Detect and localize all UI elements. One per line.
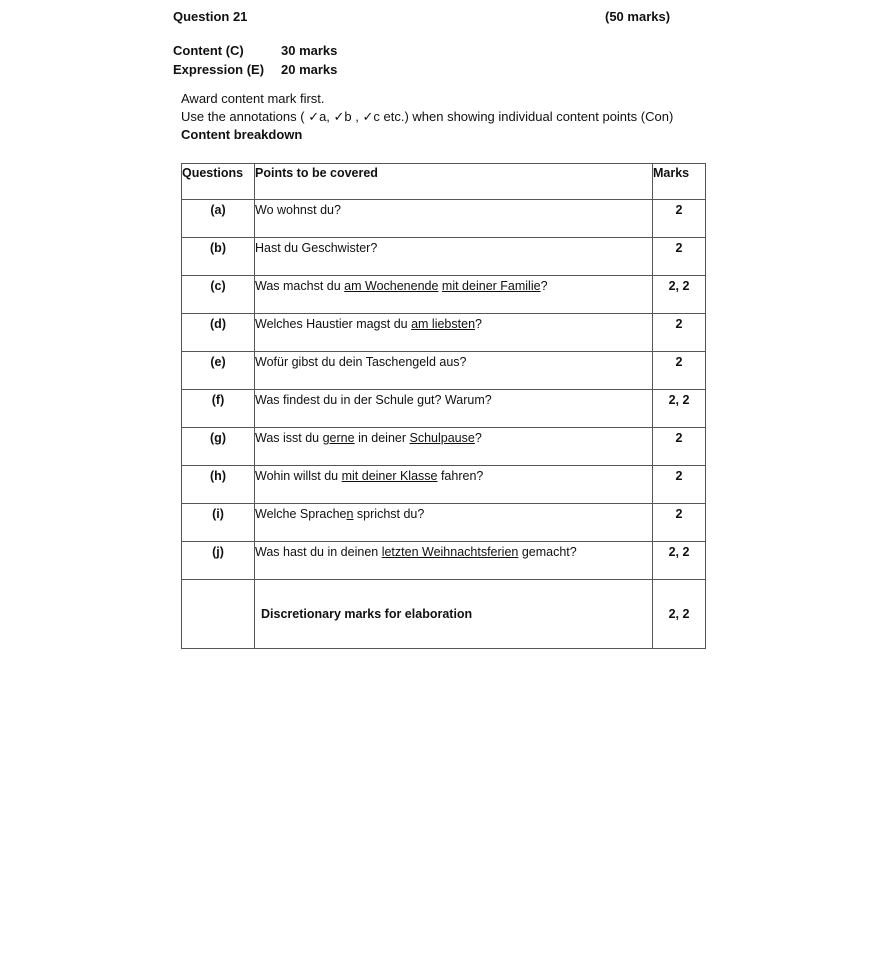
point-text: Was findest du in der Schule gut? Warum? <box>255 393 492 407</box>
point-to-cover <box>255 504 653 542</box>
question-id: (h) <box>182 466 255 504</box>
question-id: (e) <box>182 352 255 390</box>
marks-value: 2 <box>653 200 706 238</box>
table-row <box>182 238 706 276</box>
point-text: Was hast du in deinen <box>255 545 382 559</box>
question-id: (f) <box>182 390 255 428</box>
point-text: in deiner <box>354 431 410 445</box>
point-text: Welche Sprache <box>255 507 347 521</box>
marks-value: 2 <box>653 428 706 466</box>
point-to-cover <box>255 238 653 276</box>
expression-marks: 20 marks <box>281 62 338 77</box>
question-id: (i) <box>182 504 255 542</box>
discretionary-label: Discretionary marks for elaboration <box>255 580 653 649</box>
point-text: Wofür gibst du dein Taschengeld aus? <box>255 355 467 369</box>
marks-value: 2, 2 <box>653 542 706 580</box>
table-row <box>182 390 706 428</box>
content-breakdown-heading: Content breakdown <box>181 127 303 142</box>
table-row <box>182 428 706 466</box>
discretionary-marks: 2, 2 <box>653 580 706 649</box>
point-to-cover <box>255 200 653 238</box>
table-header-row <box>182 164 706 200</box>
question-id: (d) <box>182 314 255 352</box>
marks-value: 2, 2 <box>653 276 706 314</box>
instruction-annotations: Use the annotations ( ✓a, ✓b , ✓c etc.) when showing individual content points (Con) <box>181 109 674 124</box>
underlined-phrase: gerne <box>322 431 355 445</box>
discretionary-row <box>182 580 706 649</box>
content-breakdown-table <box>181 163 706 649</box>
table-row <box>182 314 706 352</box>
table-row <box>182 352 706 390</box>
marks-value: 2, 2 <box>653 390 706 428</box>
question-id: (c) <box>182 276 255 314</box>
point-text: Wo wohnst du? <box>255 203 341 217</box>
point-text: ? <box>474 431 482 445</box>
discretionary-question-cell <box>182 580 255 649</box>
point-to-cover <box>255 352 653 390</box>
question-id: (g) <box>182 428 255 466</box>
marks-value: 2 <box>653 314 706 352</box>
content-marks: 30 marks <box>281 43 338 58</box>
table-row <box>182 466 706 504</box>
underlined-phrase: am Wochenende <box>344 279 439 293</box>
point-text: Was isst du <box>255 431 323 445</box>
underlined-phrase: mit deiner Klasse <box>341 469 438 483</box>
content-label: Content (C) <box>173 43 244 58</box>
point-to-cover <box>255 276 653 314</box>
point-text: fahren? <box>437 469 484 483</box>
underlined-phrase: Schulpause <box>409 431 475 445</box>
underlined-phrase: letzten Weihnachtsferien <box>381 545 519 559</box>
marks-value: 2 <box>653 352 706 390</box>
question-id: (a) <box>182 200 255 238</box>
table-row <box>182 200 706 238</box>
table-row <box>182 542 706 580</box>
point-text: ? <box>475 317 482 331</box>
expression-label: Expression (E) <box>173 62 265 77</box>
marks-value: 2 <box>653 504 706 542</box>
underlined-phrase: am liebsten <box>411 317 476 331</box>
question-id: (j) <box>182 542 255 580</box>
point-to-cover <box>255 466 653 504</box>
point-to-cover <box>255 314 653 352</box>
point-to-cover <box>255 390 653 428</box>
question-title: Question 21 <box>173 9 248 24</box>
marks-value: 2 <box>653 238 706 276</box>
point-text: Hast du Geschwister? <box>255 241 378 255</box>
point-text: Welches Haustier magst du <box>255 317 412 331</box>
table-row <box>182 504 706 542</box>
total-marks: (50 marks) <box>605 9 671 24</box>
point-text: Wohin willst du <box>255 469 342 483</box>
point-text: gemacht? <box>518 545 577 559</box>
point-text: sprichst du? <box>353 507 425 521</box>
header-points: Points to be covered <box>255 164 653 200</box>
underlined-phrase: n <box>346 507 354 521</box>
question-id: (b) <box>182 238 255 276</box>
point-text: ? <box>540 279 548 293</box>
table-row <box>182 276 706 314</box>
instruction-award-first: Award content mark first. <box>181 91 325 106</box>
marks-value: 2 <box>653 466 706 504</box>
underlined-phrase: mit deiner Familie <box>441 279 541 293</box>
header-marks: Marks <box>653 164 706 200</box>
header-questions: Questions <box>182 164 255 200</box>
point-to-cover <box>255 428 653 466</box>
point-to-cover <box>255 542 653 580</box>
point-text: Was machst du <box>255 279 345 293</box>
